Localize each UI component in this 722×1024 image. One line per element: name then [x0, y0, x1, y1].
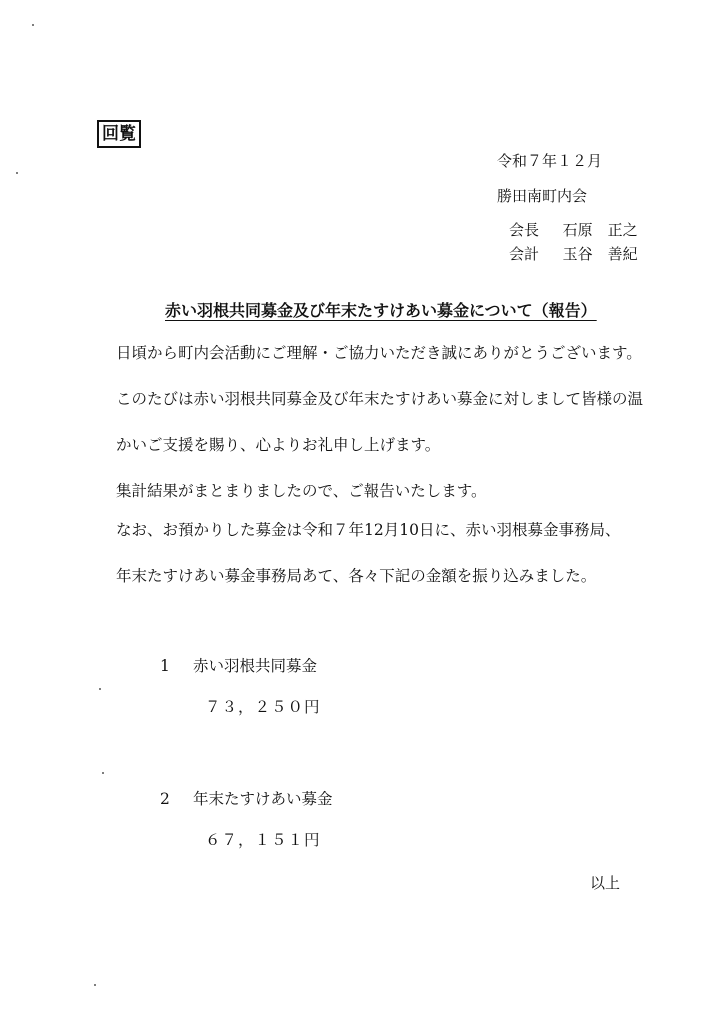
officer-role: 会長 [509, 221, 540, 239]
item-label: 年末たすけあい募金 [192, 790, 333, 808]
organization-name: 勝田南町内会 [497, 187, 588, 205]
circulation-stamp: 回覧 [97, 120, 141, 148]
officer-name: 石原 正之 [562, 221, 638, 239]
item-label: 赤い羽根共同募金 [192, 657, 317, 675]
item-amount: ７３，２５０円 [205, 698, 321, 716]
scan-speck [16, 172, 18, 174]
scan-speck [32, 24, 34, 26]
officer-chairman [509, 221, 638, 239]
body-paragraph: 日頃から町内会活動にご理解・ご協力いただき誠にありがとうございます。 [116, 344, 642, 362]
document-title: 赤い羽根共同募金及び年末たすけあい募金について（報告） [165, 301, 597, 320]
document-date: 令和７年１２月 [497, 152, 603, 170]
item-amount: ６７，１５１円 [205, 831, 321, 849]
officer-treasurer [509, 245, 638, 263]
item-number: 1 [160, 657, 170, 675]
body-paragraph: なお、お預かりした募金は令和７年12月10日に、赤い羽根募金事務局、 [116, 521, 621, 539]
scan-speck [99, 688, 101, 690]
scan-speck [94, 984, 96, 986]
body-paragraph: かいご支援を賜り、心よりお礼申し上げます。 [116, 436, 441, 454]
item-number: 2 [160, 790, 170, 808]
scan-speck [102, 772, 104, 774]
officer-role: 会計 [509, 245, 540, 263]
officer-name: 玉谷 善紀 [562, 245, 638, 263]
body-paragraph: 年末たすけあい募金事務局あて、各々下記の金額を振り込みました。 [116, 567, 597, 585]
donation-item [160, 787, 332, 809]
body-paragraph: 集計結果がまとまりましたので、ご報告いたします。 [116, 482, 487, 500]
donation-item [160, 654, 317, 676]
body-paragraph: このたびは赤い羽根共同募金及び年末たすけあい募金に対しまして皆様の温 [116, 390, 644, 408]
closing-mark: 以上 [590, 874, 621, 892]
